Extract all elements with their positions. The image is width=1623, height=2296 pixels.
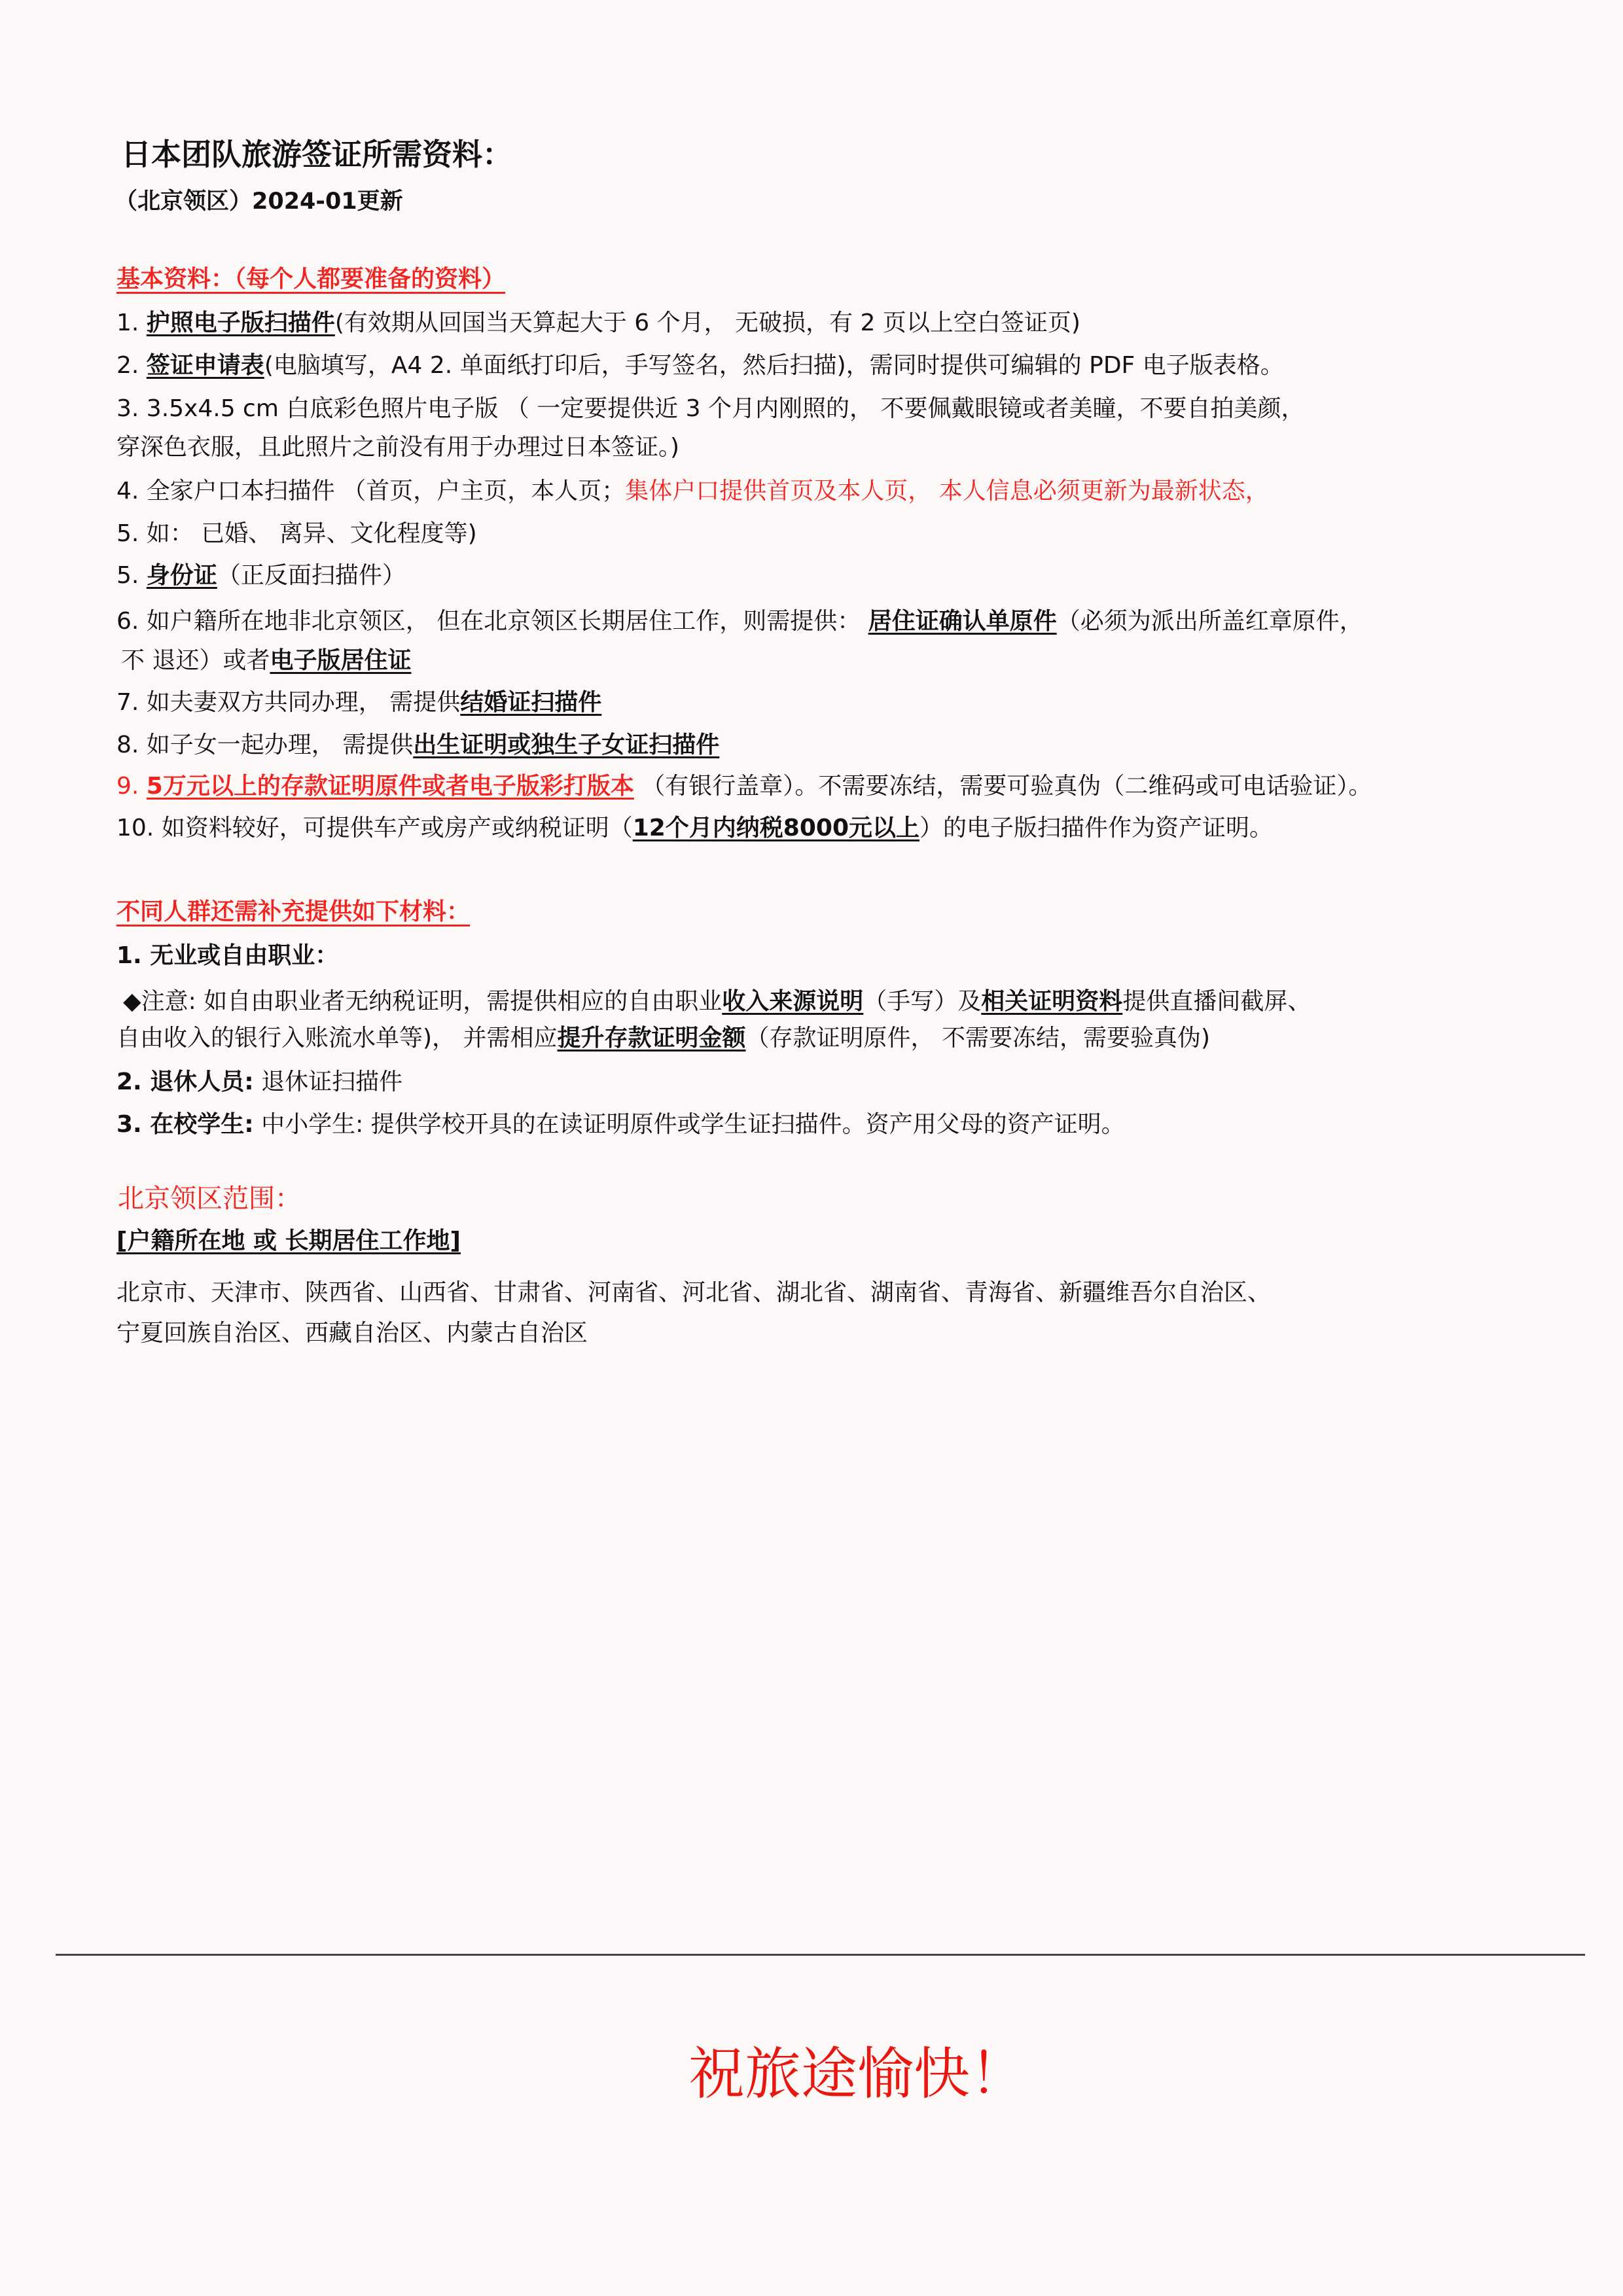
basic-item-1: 1. 护照电子版扫描件(有效期从回国当天算起大于 6 个月， 无破损，有 2 页以上空白签证页) <box>116 309 1080 336</box>
region-list-line1: 北京市、天津市、陕西省、山西省、甘肃省、河南省、河北省、湖北省、湖南省、青海省、新疆维吾尔自治区、 <box>116 1279 1272 1306</box>
basic-item-8: 8. 如子女一起办理， 需提供出生证明或独生子女证扫描件 <box>116 732 720 758</box>
freelancer-note: ◆注意: 如自由职业者无纳税证明，需提供相应的自由职业收入来源说明（手写）及相关证明资料提供直播间截屏、 <box>123 988 1311 1015</box>
footer-divider <box>56 1954 1585 1956</box>
retired-line: 2. 退休人员: 退休证扫描件 <box>116 1069 403 1095</box>
key-term: 身份证 <box>146 562 217 589</box>
key-term: 提升存款证明金额 <box>557 1025 746 1051</box>
basic-item-3-line2: 穿深色衣服，且此照片之前没有用于办理过日本签证。) <box>116 434 680 461</box>
basic-section-heading: 基本资料：（每个人都要准备的资料） <box>116 266 506 292</box>
basic-item-10: 10. 如资料较好，可提供车产或房产或纳税证明（12个月内纳税8000元以上）的电子版扫描件作为资产证明。 <box>116 815 1274 841</box>
basic-item-6-line2: 不 退还）或者电子版居住证 <box>121 647 412 674</box>
basic-item-9: 9. 5万元以上的存款证明原件或者电子版彩打版本 （有银行盖章）。不需要冻结，需要可验真伪（二维码或可电话验证）。 <box>116 773 1372 800</box>
key-term: 结婚证扫描件 <box>460 689 602 716</box>
farewell-text: 祝旅途愉快！ <box>688 2043 1026 2106</box>
basic-item-4: 4. 全家户口本扫描件 （首页，户主页，本人页；集体户口提供首页及本人页， 本人信息必须更新为最新状态， <box>116 478 1269 504</box>
key-term: 居住证确认单原件 <box>868 608 1057 635</box>
basic-item-5b: 5. 身份证（正反面扫描件） <box>116 562 406 589</box>
key-term: 收入来源说明 <box>722 988 864 1015</box>
freelancer-heading: 1. 无业或自由职业： <box>116 942 339 969</box>
student-line: 3. 在校学生: 中小学生: 提供学校开具的在读证明原件或学生证扫描件。资产用父母的资产证明。 <box>116 1111 1125 1138</box>
basic-item-6: 6. 如户籍所在地非北京领区， 但在北京领区长期居住工作，则需提供： 居住证确认单原件（必须为派出所盖红章原件， <box>116 608 1363 635</box>
key-term: 12个月内纳税8000元以上 <box>632 815 919 841</box>
region-heading: 北京领区范围： <box>118 1184 301 1213</box>
basic-item-5a: 5. 如： 已婚、 离异、文化程度等) <box>116 520 477 547</box>
key-term: 5万元以上的存款证明原件或者电子版彩打版本 <box>146 773 634 800</box>
collective-hukou-note: 集体户口提供首页及本人页， 本人信息必须更新为最新状态， <box>625 478 1269 504</box>
key-term: 电子版居住证 <box>270 647 412 674</box>
region-list-line2: 宁夏回族自治区、西藏自治区、内蒙古自治区 <box>116 1320 588 1347</box>
document-title: 日本团队旅游签证所需资料： <box>121 137 512 172</box>
document-subtitle: （北京领区）2024-01更新 <box>115 188 403 215</box>
extra-section-heading: 不同人群还需补充提供如下材料： <box>116 898 471 925</box>
basic-item-3-line1: 3. 3.5x4.5 cm 白底彩色照片电子版 （ 一定要提供近 3 个月内刚照的， 不要佩戴眼镜或者美瞳，不要自拍美颜， <box>116 395 1305 422</box>
key-term: 护照电子版扫描件 <box>146 309 335 336</box>
key-term: 出生证明或独生子女证扫描件 <box>413 732 720 758</box>
region-subheading: [户籍所在地 或 长期居住工作地] <box>116 1227 461 1254</box>
freelancer-note-line2: 自由收入的银行入账流水单等)， 并需相应提升存款证明金额（存款证明原件， 不需要冻结，需要验真伪) <box>116 1025 1211 1051</box>
key-term: 相关证明资料 <box>981 988 1123 1015</box>
basic-item-2: 2. 签证申请表(电脑填写，A4 2. 单面纸打印后，手写签名，然后扫描)，需同时提供可编辑的 PDF 电子版表格。 <box>116 352 1284 379</box>
basic-item-7: 7. 如夫妻双方共同办理， 需提供结婚证扫描件 <box>116 689 602 716</box>
key-term: 签证申请表 <box>146 352 264 379</box>
